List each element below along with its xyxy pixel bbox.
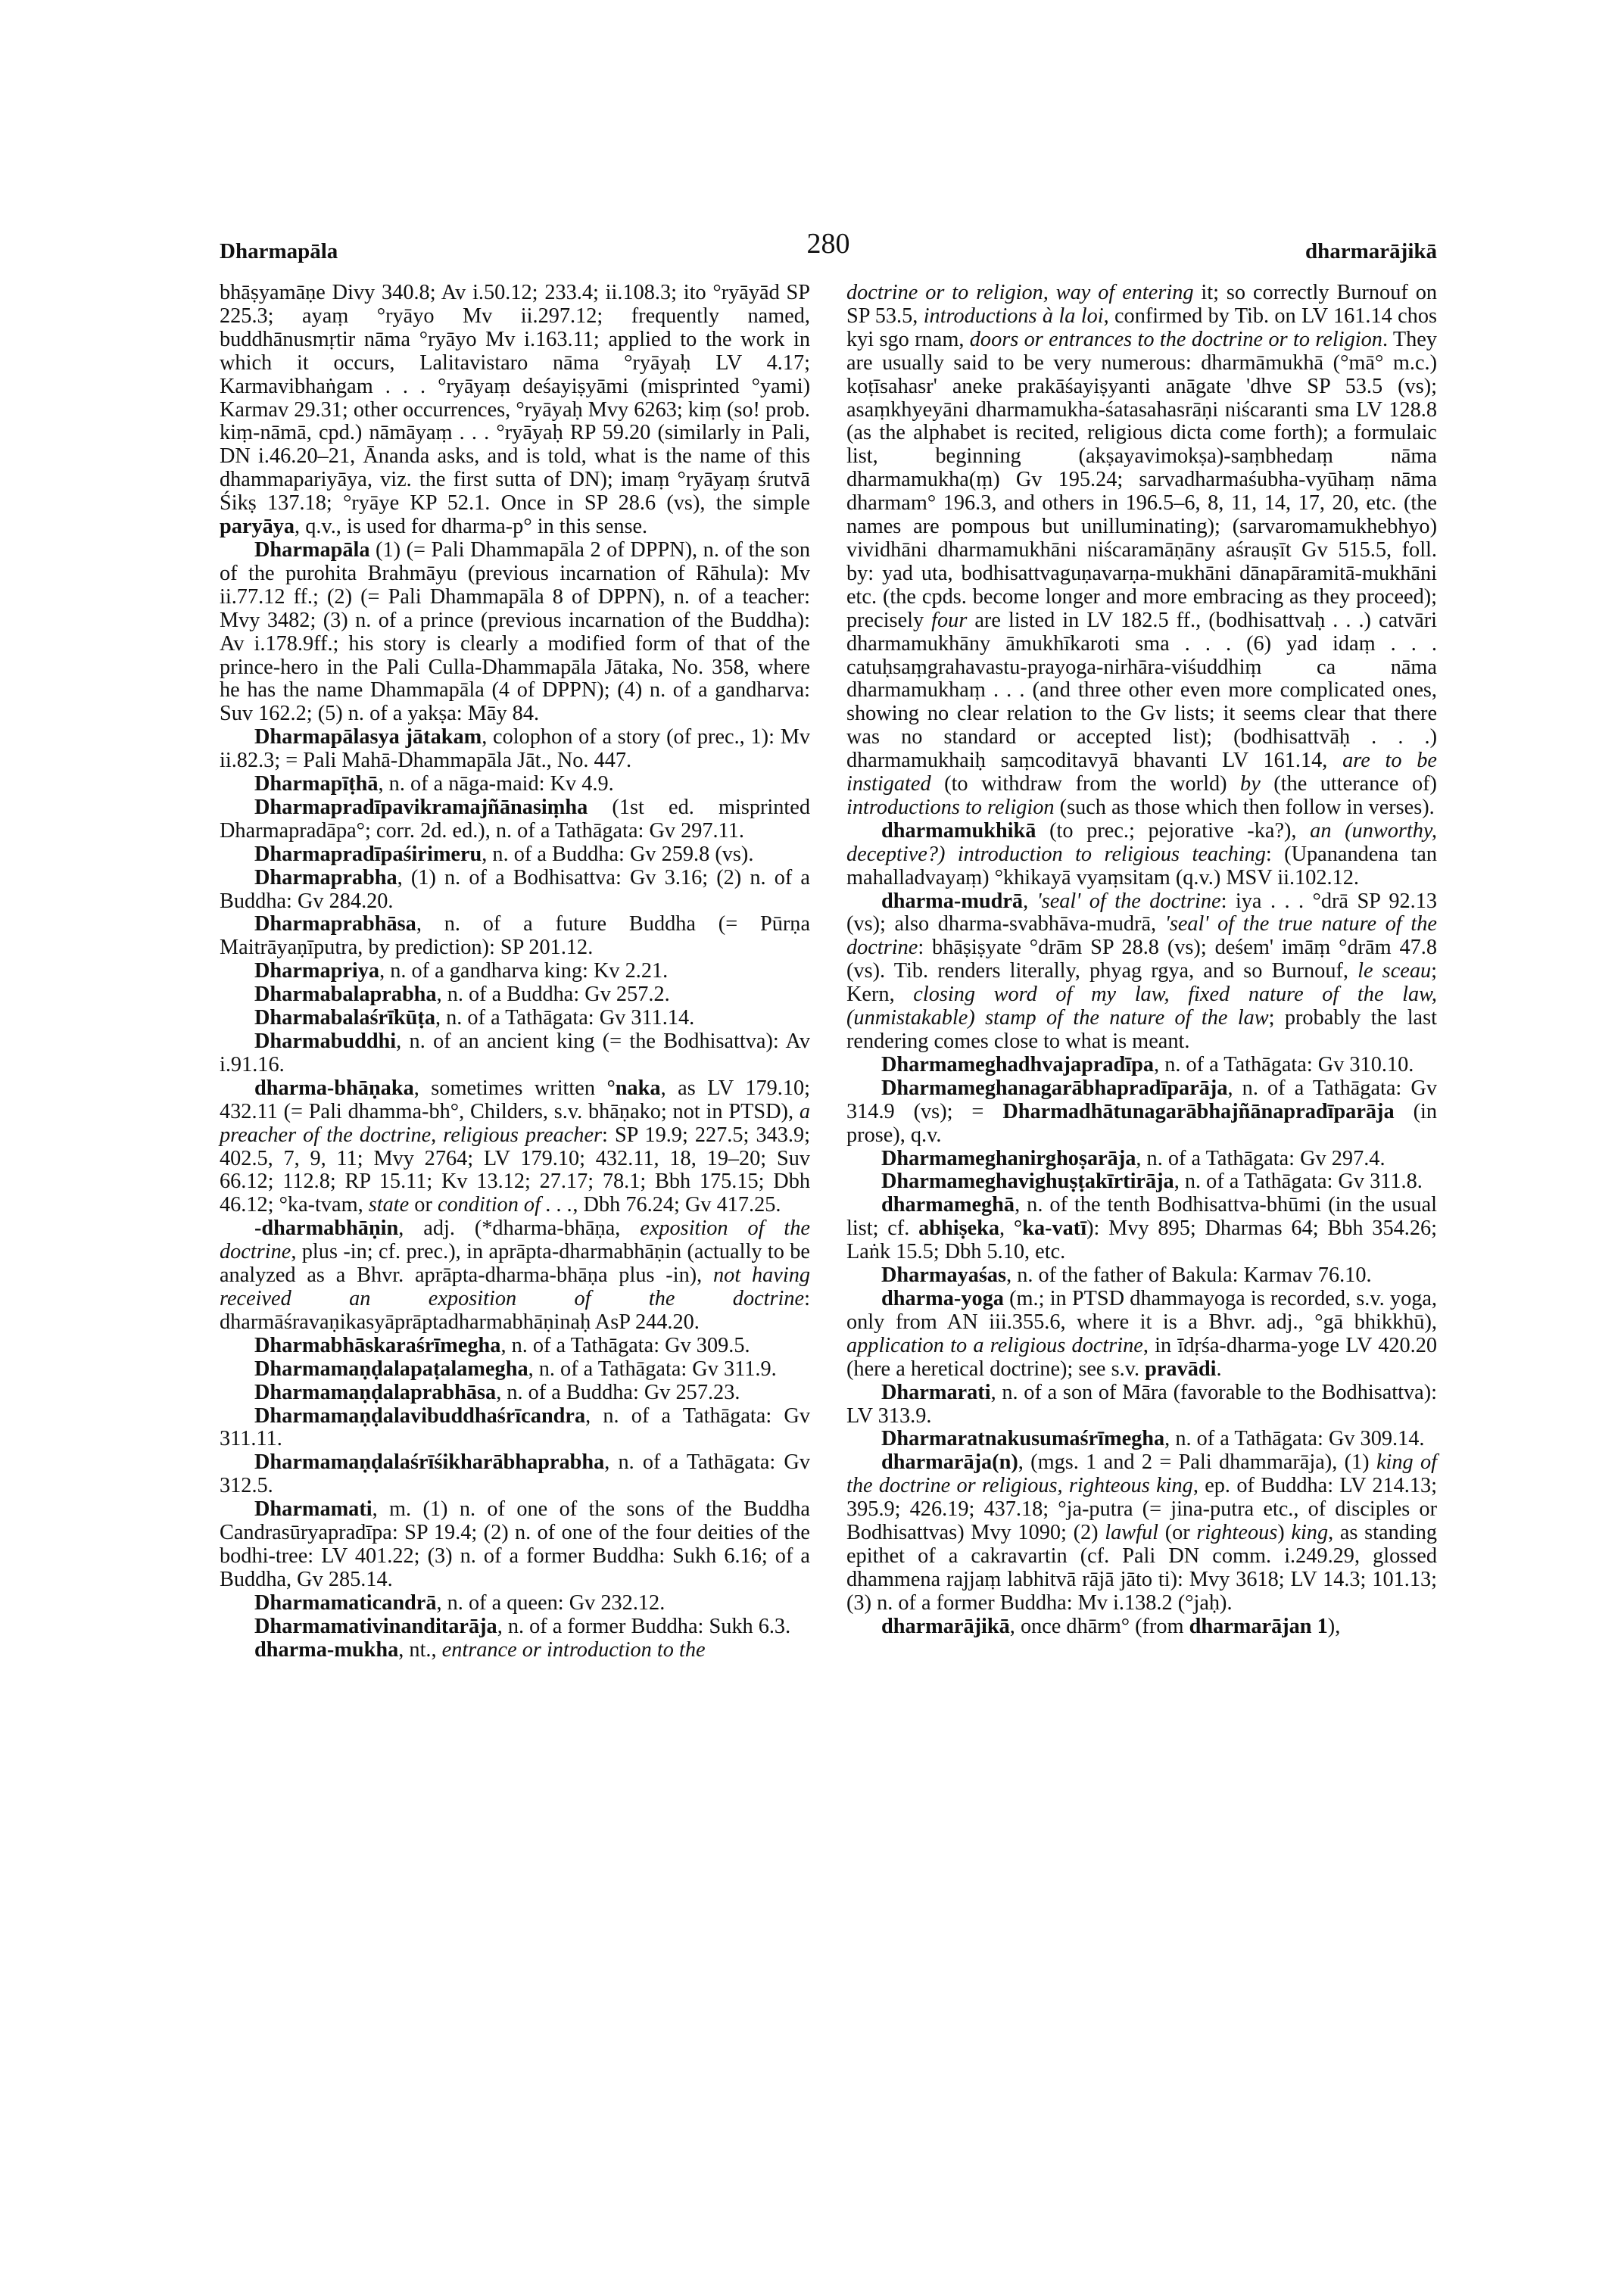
entry-text: , n. of a son of Māra (favorable to the Bodhisattva): LV 313.9. (846, 1380, 1437, 1428)
italic-gloss: doors or entrances to the doctrine or to religion (969, 327, 1382, 351)
dictionary-entry (220, 1030, 810, 1077)
bold-term: Dharmabalaprabha (254, 983, 437, 1007)
right-column (846, 282, 1437, 1639)
italic-gloss: introductions à la loi (923, 304, 1104, 328)
entry-text: : SP 19.9; 227.5; 343.9; 402.5, 7, 9, 11; Mvy 2764; LV 179.10; 432.11, 18, 19–20; Suv 66.12; 112.8; RP 15.11; Kv 13.12; 27.17; 78.1; Bbh 175.15; Dbh 46.12; °ka-tvam, (220, 1123, 810, 1217)
bold-term: abhiṣeka (918, 1217, 1000, 1241)
left-guide-word: Dharmapāla (220, 239, 338, 263)
italic-gloss: by (1240, 772, 1261, 796)
entry-text: : iya . . . °drā SP 92.13 (vs); also dharma-svabhāva-mudrā, (846, 889, 1438, 936)
italic-gloss: a preacher of the doctrine, religious preacher (220, 1099, 810, 1147)
entry-text: , n. of a gandharva king: Kv 2.21. (379, 959, 669, 983)
dictionary-entry (220, 983, 810, 1007)
bold-term: dharma-bhāṇaka (254, 1076, 414, 1100)
bold-term: Dharmamaṇḍalapaṭalamegha (254, 1357, 528, 1381)
italic-gloss: an (unworthy, deceptive?) introduction to religious teaching (846, 818, 1437, 866)
entry-text: , n. of a Tathāgata: Gv 311.9. (528, 1357, 777, 1381)
entry-text: ): Mvy 895; Dharmas 64; Bbh 354.26; Laṅk 15.5; Dbh 5.10, etc. (846, 1217, 1437, 1264)
italic-gloss: 'seal' of the true nature of the doctrine (846, 912, 1437, 960)
bold-term: Dharmamaṇḍalavibuddhaśrīcandra (254, 1404, 586, 1428)
entry-text: , n. of a Tathāgata: Gv 297.4. (1136, 1146, 1386, 1170)
entry-text: . They are usually said to be very numerous: dharmāmukhā (°mā° m.c.) koṭīsahasr' aneke prakāśayiṣyanti anāgate 'dhve SP 53.5 (vs); asaṃkhyeyāni dharmamukha-śatasahasrāṇi niścaranti sma LV 128.8 (as the alphabet is recited, religious dicta come forth); a formulaic list, beginning (akṣayavimokṣa)-saṃbhedaṃ nāma dharmamukha(ṃ) Gv 195.24; sarvadharmaśubha-vyūhaṃ nāma dharmam° 196.3, and others in 196.5–6, 8, 11, 14, 17, 20, etc. (the names are pompous but unilluminating); (sarvaromamukhebhyo) vividhāni dharmamukhāni niścaramāṇāny aśrauṣīt Gv 515.5, foll. by: yad uta, bodhisattvaguṇavarṇa-mukhāni dānapāramitā-mukhāni etc. (the cpds. become longer and more embracing as they proceed); precisely (846, 327, 1438, 632)
italic-gloss: closing word of my law, fixed nature of the law, (unmistakable) stamp of the nature of the law (846, 983, 1437, 1030)
bold-term: pravādi (1145, 1357, 1217, 1381)
dictionary-entry (220, 1451, 810, 1498)
dictionary-entry (846, 1054, 1437, 1077)
right-guide-word: dharmarājikā (1305, 239, 1437, 263)
italic-gloss: not having received an exposition of the doctrine (220, 1263, 810, 1310)
bold-term: Dharmabhāskaraśrīmegha (254, 1333, 501, 1357)
dictionary-entry (846, 1428, 1437, 1451)
italic-gloss: righteous (1196, 1521, 1278, 1545)
dictionary-entry (846, 1451, 1437, 1615)
entry-continuation (846, 282, 1437, 820)
entry-text: , (999, 1217, 1014, 1241)
entry-text: , n. of the tenth Bodhisattva-bhūmi (in the usual list; cf. (846, 1193, 1437, 1241)
dictionary-entry (846, 1077, 1437, 1148)
bold-term: -dharmabhāṇin (254, 1217, 399, 1241)
entry-text: , n. of a Tathāgata: Gv 314.9 (vs); = (846, 1076, 1437, 1123)
bold-term: Dharmaratnakusumaśrīmegha (881, 1427, 1165, 1451)
entry-text: ) (1277, 1521, 1292, 1545)
entry-text: , n. of a Tathāgata: Gv 309.14. (1164, 1427, 1425, 1451)
dictionary-entry (220, 1592, 810, 1615)
dictionary-entry (220, 1217, 810, 1335)
entry-text: , m. (1) n. of one of the sons of the Buddha Candrasūryapradīpa: SP 19.4; (2) n. of one of the four deities of the bodhi-tree: LV 401.22; (3) n. of a former Buddha: Sukh 6.16; of a Buddha, Gv 285.14. (220, 1497, 810, 1591)
italic-gloss: 'seal' of the doctrine (1036, 889, 1221, 913)
running-header (220, 227, 1437, 273)
dictionary-entry (220, 796, 810, 843)
dictionary-entry (846, 1288, 1437, 1382)
bold-term: Dharmapradīpaśirimeru (254, 842, 482, 866)
italic-gloss: condition of . . . (437, 1193, 573, 1217)
dictionary-entry (220, 1615, 810, 1639)
left-column (220, 282, 810, 1662)
italic-gloss: lawful (1105, 1521, 1159, 1545)
entry-text: : bhāṣiṣyate °drām SP 28.8 (vs); deśem' imāṃ °drām 47.8 (vs). Tib. renders literally, phyag rgya, and so Burnouf, (846, 936, 1437, 983)
italic-gloss: king of the doctrine or religious, righteous king (846, 1450, 1437, 1498)
italic-gloss: are to be instigated (846, 749, 1437, 796)
entry-text: : dharmāśravaṇikasyāprāptadharmabhāṇinaḥ AsP 244.20. (220, 1286, 810, 1334)
page-number: 280 (806, 228, 850, 260)
entry-text: , n. of the father of Bakula: Karmav 76.10. (1006, 1263, 1372, 1288)
entry-text: , n. of a Tathāgata: Gv 311.11. (220, 1404, 810, 1451)
entry-text: , q.v., is used for dharma-p° in this sense. (295, 515, 648, 539)
entry-text: , (1) n. of a Bodhisattva: Gv 3.16; (2) n. of a Buddha: Gv 284.20. (220, 865, 810, 913)
bold-term: Dharmaprabha (254, 865, 397, 889)
italic-gloss: introductions to religion (846, 795, 1055, 819)
bold-term: Dharmarati (881, 1380, 991, 1404)
entry-text: , adj. (*dharma-bhāṇa, (398, 1217, 641, 1241)
entry-text: , colophon of a story (of prec., 1): Mv ii.82.3; = Pali Mahā-Dhammapāla Jāt., No. 447. (220, 725, 811, 773)
dictionary-entry (220, 1335, 810, 1358)
dictionary-entry (220, 1382, 810, 1405)
entry-text: , once dhārm° (from (1009, 1614, 1189, 1638)
entry-text: , n. of a Tathāgata: Gv 309.5. (500, 1333, 750, 1357)
dictionary-entry (220, 773, 810, 796)
dictionary-entry (220, 1498, 810, 1592)
entry-continuation (220, 282, 810, 539)
entry-text: , as standing epithet of a cakravartin (cf. Pali DN comm. i.249.29, glossed dhammena rajjaṃ labhitvā rājā jāto ti): Mvy 3618; LV 14.3; 101.13; (3) n. of a former Buddha: Mv i.138.2 (°jaḥ). (846, 1521, 1438, 1615)
entry-text: or (409, 1193, 438, 1217)
entry-text: , sometimes written (413, 1076, 607, 1100)
dictionary-entry (220, 913, 810, 960)
bold-term: dharmarājan 1 (1189, 1614, 1328, 1638)
bold-term: Dharmamaṇḍalaśrīśikharābhaprabha (254, 1450, 605, 1475)
entry-text: bhāṣyamāṇe Divy 340.8; Av i.50.12; 233.4; ii.108.3; ito °ryāyād SP 225.3; ayaṃ °ryāyo Mv ii.297.12; frequently named, buddhānusmṛtir nāma °ryāyo Mv i.163.11; applied to the work in which it occurs, Lalitavistaro nāma °ryāyaḥ LV 4.17; Karmavibhaṅgam . . . °ryāyaṃ deśayiṣyāmi (misprinted °yami) Karmav 29.31; other occurrences, °ryāyaḥ Mvy 6263; kiṃ (so! prob. kiṃ-nāmā, cpd.) nāmāyaṃ . . . °ryāyaḥ RP 59.20 (similarly in Pali, DN i.46.20–21, Ānanda asks, and is told, what is the name of this dhammapariyāya, viz. the first sutta of DN); imaṃ °ryāyaṃ śrutvā Śikṣ 137.18; °ryāye KP 52.1. Once in SP 28.6 (vs), the simple (220, 281, 810, 516)
bold-term: Dharmameghanirghoṣarāja (881, 1146, 1136, 1170)
entry-text: , nt., (398, 1637, 442, 1662)
entry-text: , n. of a former Buddha: Sukh 6.3. (497, 1614, 791, 1638)
entry-text: (the utterance of) (1260, 772, 1437, 796)
italic-gloss: application to a religious doctrine (846, 1333, 1143, 1357)
bold-term: dharmameghā (881, 1193, 1015, 1217)
entry-text: are listed in LV 182.5 ff., (bodhisattvaḥ . . .) catvāri dharmamukhāny āmukhīkaroti sma . . . (6) yad idaṃ . . . catuḥsaṃgrahavastu-prayoga-nirhāra-viśuddhiṃ ca nāma dharmamukhaṃ . . . (and three other even more complicated ones, showing no clear relation to the Gv lists; it seems clear that there was no standard or accepted list); (bodhisattvāḥ . . .) dharmamukhaiḥ saṃcoditavyā bhavanti LV 161.14, (846, 608, 1437, 773)
bold-term: °ka-vatī (1013, 1217, 1087, 1241)
bold-term: Dharmamativinanditarāja (254, 1614, 497, 1638)
italic-gloss: king (1291, 1521, 1329, 1545)
entry-text: (m.; in PTSD dhammayoga is recorded, s.v. yoga, only from AN iii.355.6, where it is a Bhvr. adj., °gā bhikkhū), (846, 1286, 1437, 1334)
italic-gloss: entrance or introduction to the (441, 1637, 706, 1662)
dictionary-entry (220, 1077, 810, 1217)
dictionary-entry (220, 539, 810, 726)
entry-text: , n. of a Tathāgata: Gv 311.8. (1174, 1170, 1423, 1194)
entry-text: ; probably the last rendering comes close to what is meant. (846, 1006, 1437, 1053)
bold-term: Dharmaprabhāsa (254, 912, 416, 936)
entry-text: , (1023, 889, 1037, 913)
bold-term: Dharmameghadhvajapradīpa (881, 1052, 1155, 1076)
bold-term: Dharmapālasya jātakam (254, 725, 482, 749)
dictionary-entry (846, 1615, 1437, 1639)
dictionary-entry (220, 867, 810, 914)
entry-text: (1st ed. misprinted Dharmapradāpa°; corr. 2d. ed.), n. of a Tathāgata: Gv 297.11. (220, 795, 810, 843)
bold-term: dharmamukhikā (881, 818, 1036, 843)
entry-text: : (Upanandena tan mahalladvayaṃ) °khikayā vyaṃsitam (q.v.) MSV ii.102.12. (846, 842, 1437, 889)
entry-text: , confirmed by Tib. on LV 161.14 chos kyi sgo rnam, (846, 304, 1437, 351)
bold-term: Dharmamaticandrā (254, 1590, 437, 1615)
dictionary-entry (220, 1358, 810, 1382)
entry-text: (such as those which then follow in verses). (1054, 795, 1435, 819)
entry-text: , n. of a future Buddha (= Pūrṇa Maitrāyaṇīputra, by prediction): SP 201.12. (220, 912, 810, 960)
dictionary-entry (220, 1405, 810, 1452)
entry-text: ), (1327, 1614, 1341, 1638)
dictionary-entry (846, 1194, 1437, 1264)
bold-term: dharma-mudrā (881, 889, 1024, 913)
dictionary-entry (846, 890, 1437, 1054)
bold-term: Dharmabalaśrīkūṭa (254, 1006, 435, 1030)
bold-term: Dharmapāla (254, 537, 370, 562)
dictionary-entry (220, 1639, 810, 1662)
entry-text: , n. of a Buddha: Gv 259.8 (vs). (482, 842, 754, 866)
bold-term: Dharmameghavighuṣṭakīrtirāja (881, 1170, 1174, 1194)
entry-text: . (1216, 1357, 1222, 1381)
bold-term: Dharmapriya (254, 959, 380, 983)
dictionary-entry (220, 726, 810, 773)
bold-term: dharmarājikā (881, 1614, 1010, 1638)
bold-term: Dharmamati (254, 1497, 372, 1522)
dictionary-entry (220, 960, 810, 983)
entry-text: it; so correctly Burnouf on SP 53.5, (846, 281, 1437, 328)
bold-term: dharmarāja(n) (881, 1450, 1018, 1475)
bold-term: Dharmapīṭhā (254, 772, 379, 796)
bold-term: Dharmayaśas (881, 1263, 1007, 1288)
dictionary-entry (846, 820, 1437, 890)
entry-text: ; Kern, (846, 959, 1437, 1007)
bold-term: dharma-yoga (881, 1286, 1004, 1310)
entry-text: (to withdraw from the world) (930, 772, 1241, 796)
entry-text: , plus -in; cf. prec.), in aprāpta-dharmabhāṇin (actually to be analyzed as a Bhvr. aprāpta-dharma-bhāṇa plus -in), (220, 1240, 810, 1288)
entry-text: , n. of a Buddha: Gv 257.2. (436, 983, 670, 1007)
entry-text: , n. of an ancient king (= the Bodhisattva): Av i.91.16. (220, 1030, 810, 1076)
entry-text: , n. of a nāga-maid: Kv 4.9. (378, 772, 614, 796)
dictionary-entry (220, 1007, 810, 1030)
italic-gloss: exposition of the doctrine (220, 1217, 810, 1264)
entry-text: , n. of a Buddha: Gv 257.23. (496, 1380, 740, 1404)
entry-text: , n. of a Tathāgata: Gv 312.5. (220, 1450, 810, 1498)
bold-term: Dharmabuddhi (254, 1030, 397, 1053)
dictionary-entry (846, 1382, 1437, 1428)
entry-text: , ep. of Buddha: LV 214.13; 395.9; 426.19; 437.18; °ja-putra (= jina-putra etc., of disciples or Bodhisattvas) Mvy 1090; (2) (846, 1474, 1437, 1545)
entry-text: , n. of a Tathāgata: Gv 310.10. (1154, 1052, 1414, 1076)
dictionary-entry (220, 843, 810, 867)
bold-term: dharma-mukha (254, 1637, 399, 1662)
entry-text: (to prec.; pejorative -ka?), (1036, 818, 1311, 843)
italic-gloss: doctrine or to religion, way of entering (846, 281, 1194, 304)
entry-text: (1) (= Pali Dhammapāla 2 of DPPN), n. of the son of the purohita Brahmāyu (previous incarnation of Rāhula): Mv ii.77.12 ff.; (2) (= Pali Dhammapāla 8 of DPPN), n. of a teacher: Mvy 3482; (3) n. of a prince (previous incarnation of the Buddha): Av i.178.9ff.; his story is clearly a modified form of that of the prince-hero in the Pali Culla-Dhammapāla Jātaka, No. 358, where he has the name Dhammapāla (4 of DPPN); (4) n. of a gandharva: Suv 162.2; (5) n. of a yakṣa: Māy 84. (220, 537, 810, 726)
bold-term: °naka (606, 1076, 661, 1100)
dictionary-entry (846, 1264, 1437, 1288)
bold-term: Dharmapradīpavikramajñānasiṃha (254, 795, 588, 819)
entry-text: , as LV 179.10; 432.11 (= Pali dhamma-bh°, Childers, s.v. bhāṇako; not in PTSD), (220, 1076, 810, 1123)
dictionary-entry (846, 1148, 1437, 1171)
entry-text: , in īdṛśa-dharma-yoge LV 420.20 (here a heretical doctrine); see s.v. (846, 1333, 1438, 1381)
entry-text: , Dbh 76.24; Gv 417.25. (572, 1193, 781, 1217)
bold-term: Dharmadhātunagarābhajñānapradīparāja (1002, 1099, 1395, 1123)
italic-gloss: state (368, 1193, 410, 1217)
bold-term: paryāya (220, 515, 295, 539)
entry-text: , (mgs. 1 and 2 = Pali dhammarāja), (1) (1018, 1450, 1376, 1475)
italic-gloss: four (931, 608, 968, 632)
italic-gloss: le sceau (1357, 959, 1432, 983)
entry-text: , n. of a queen: Gv 232.12. (436, 1590, 665, 1615)
entry-text: (or (1158, 1521, 1197, 1545)
entry-text: , n. of a Tathāgata: Gv 311.14. (435, 1006, 695, 1030)
dictionary-entry (846, 1170, 1437, 1194)
bold-term: Dharmamaṇḍalaprabhāsa (254, 1380, 497, 1404)
bold-term: Dharmameghanagarābhapradīparāja (881, 1076, 1228, 1100)
entry-text: (in prose), q.v. (846, 1099, 1437, 1147)
